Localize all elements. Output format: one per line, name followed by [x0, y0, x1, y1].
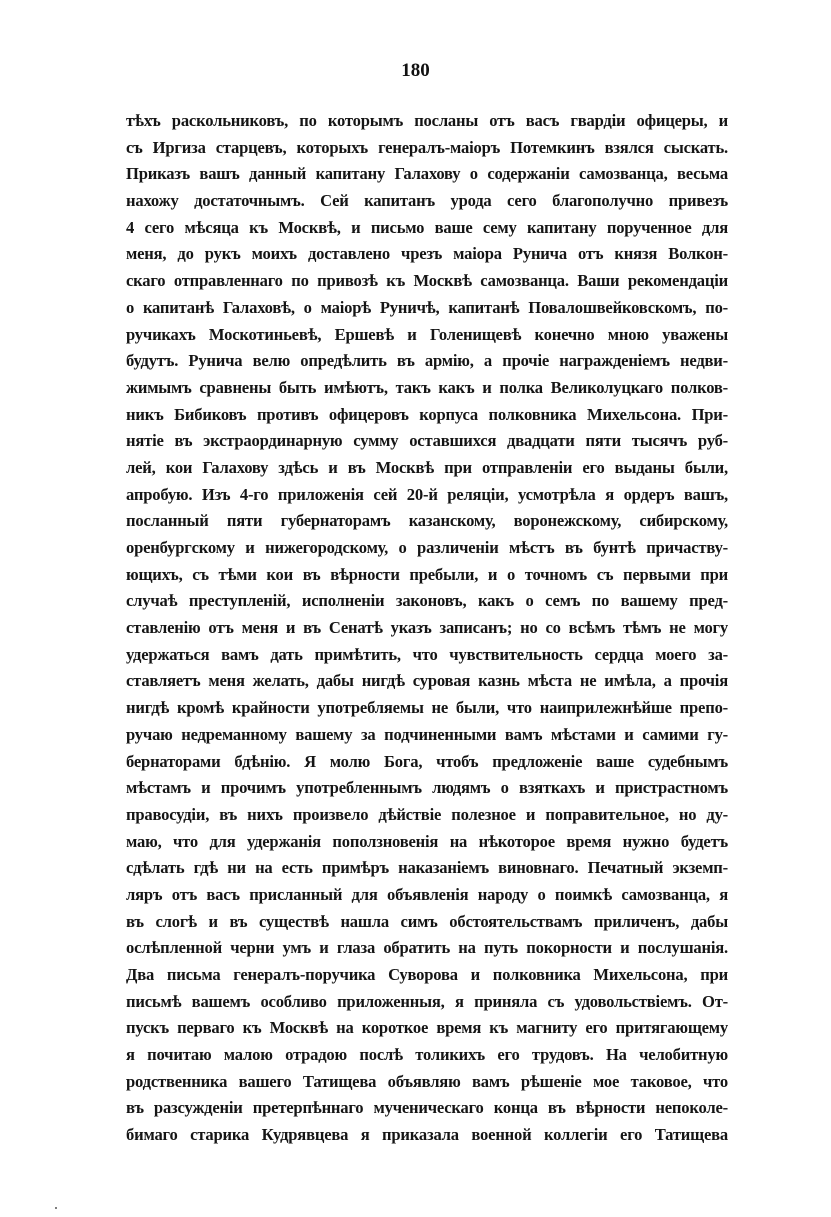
text-line: съ Иргиза старцевъ, которыхъ генералъ-маіоръ Потемкинъ взялся сыскать.: [126, 137, 728, 157]
text-line: скаго отправленнаго по привозѣ къ Москвѣ самозванца. Ваши рекомендаціи: [126, 271, 728, 291]
text-line: удержаться вамъ дать примѣтить, что чувствительность сердца моего за-: [126, 644, 728, 664]
text-line: посланный пяти губернаторамъ казанскому, воронежскому, сибирскому,: [126, 511, 728, 531]
text-line: мѣстамъ и прочимъ употребленнымъ людямъ о взяткахъ и пристрастномъ: [126, 778, 728, 798]
text-line: жимымъ сравнены быть имѣютъ, такъ какъ и полка Великолуцкаго полков-: [126, 377, 728, 397]
text-line: нятіе въ экстраординарную сумму оставшихся двадцати пяти тысячъ руб-: [126, 431, 728, 451]
text-line: письмѣ вашемъ особливо приложенныя, я приняла съ удовольствіемъ. От-: [126, 991, 728, 1011]
text-line: бимаго старика Кудрявцева я приказала военной коллегіи его Татищева: [126, 1125, 728, 1145]
text-line: ставляетъ меня желать, дабы нигдѣ суровая казнь мѣста не имѣла, а прочія: [126, 671, 728, 691]
text-line: 4 сего мѣсяца къ Москвѣ, и письмо ваше сему капитану порученное для: [126, 217, 728, 237]
text-line: въ слогѣ и въ существѣ нашла симъ обстоятельствамъ приличенъ, дабы: [126, 911, 728, 931]
text-line: оренбургскому и нижегородскому, о различеніи мѣстъ въ бунтѣ причаству-: [126, 538, 728, 557]
text-line: случаѣ преступленій, исполненіи законовъ, какъ о семъ по вашему пред-: [126, 591, 728, 611]
text-line: никъ Бибиковъ противъ офицеровъ корпуса полковника Михельсона. При-: [126, 404, 728, 424]
text-line: нахожу достаточнымъ. Сей капитанъ урода сего благополучно привезъ: [126, 191, 728, 211]
text-line: Два письма генералъ-поручика Суворова и полковника Михельсона, при: [126, 965, 728, 984]
text-line: сдѣлать гдѣ ни на есть примѣръ наказаніемъ виновнаго. Печатный экземп-: [126, 858, 728, 878]
text-line: пускъ перваго къ Москвѣ на короткое время къ магниту его притягающему: [126, 1018, 728, 1038]
text-line: родственника вашего Татищева объявляю вамъ рѣшеніе мое таковое, что: [126, 1071, 728, 1091]
text-line: меня, до рукъ моихъ доставлено чрезъ маіора Рунича отъ князя Волкон-: [126, 244, 728, 264]
text-line: о капитанѣ Галаховѣ, о маіорѣ Руничѣ, капитанѣ Повалошвейковскомъ, по-: [126, 297, 728, 317]
text-line: бернаторами бдѣнію. Я молю Бога, чтобъ предложеніе ваше судебнымъ: [126, 751, 728, 771]
text-line: правосудіи, въ нихъ произвело дѣйствіе полезное и поправительное, но ду-: [126, 804, 728, 824]
text-line: апробую. Изъ 4-го приложенія сей 20-й реляціи, усмотрѣла я ордеръ вашъ,: [126, 484, 728, 504]
page-number: 180: [401, 60, 430, 81]
text-line: ручикахъ Москотиньевѣ, Ершевѣ и Голенищевѣ конечно мною уважены: [126, 324, 728, 344]
text-line: Приказъ вашъ данный капитану Галахову о содержаніи самозванца, весьма: [126, 164, 728, 184]
text-line: я почитаю малою отрадою послѣ толикихъ его трудовъ. На челобитную: [126, 1045, 728, 1065]
text-line: ручаю недреманному вашему за подчиненными вамъ мѣстами и самими гу-: [126, 724, 728, 744]
body-text: [126, 108, 728, 1149]
text-line: ослѣпленной черни умъ и глаза обратить на путь покорности и послушанія.: [126, 938, 728, 958]
scan-speck: [55, 1207, 57, 1209]
text-line: будутъ. Рунича велю опредѣлить въ армію, а прочіе награжденіемъ недви-: [126, 351, 728, 371]
text-line: ющихъ, съ тѣми кои въ вѣрности пребыли, и о точномъ съ первыми при: [126, 564, 728, 584]
text-line: нигдѣ кромѣ крайности употребляемы не были, что наиприлежнѣйше препо-: [126, 698, 728, 718]
text-line: ляръ отъ васъ присланный для объявленія народу о поимкѣ самозванца, я: [126, 884, 728, 904]
text-line: въ разсужденіи претерпѣннаго мученическаго конца въ вѣрности непоколе-: [126, 1098, 728, 1118]
text-line: маю, что для удержанія поползновенія на нѣкоторое время нужно будетъ: [126, 831, 728, 851]
text-line: лей, кои Галахову здѣсь и въ Москвѣ при отправленіи его выданы были,: [126, 457, 728, 477]
text-line: тѣхъ раскольниковъ, по которымъ посланы отъ васъ гвардіи офицеры, и: [126, 111, 728, 130]
text-line: ставленію отъ меня и въ Сенатѣ указъ записанъ; но со всѣмъ тѣмъ не могу: [126, 618, 728, 638]
